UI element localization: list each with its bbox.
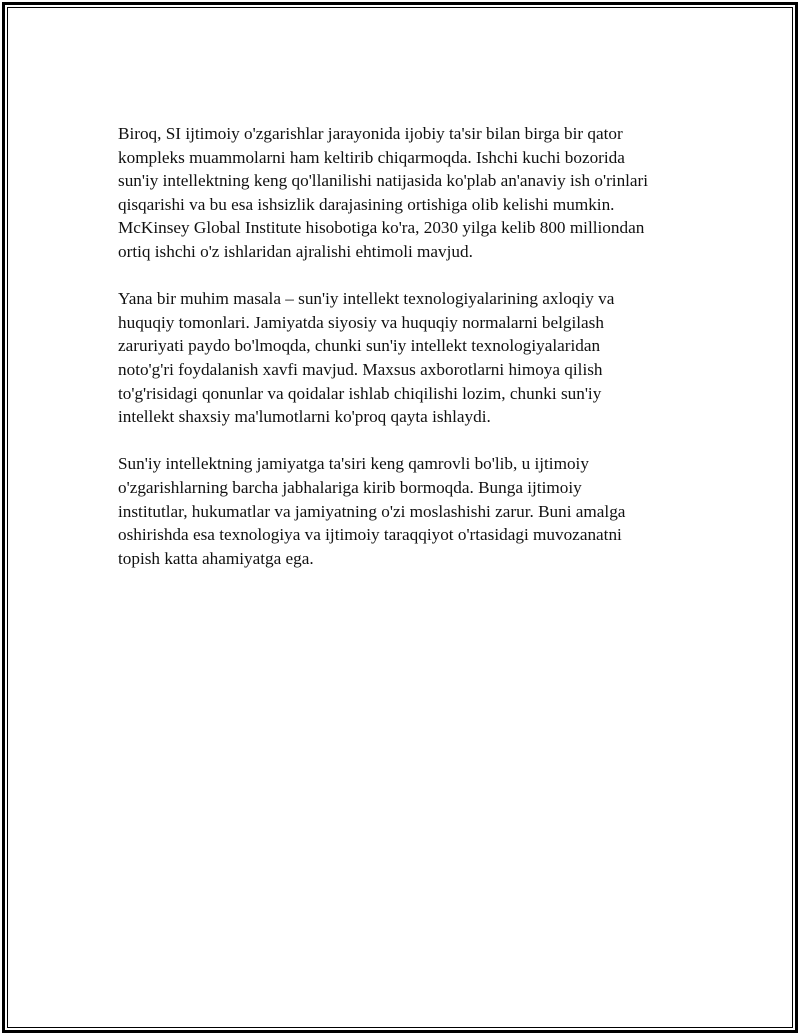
text-line: Sun'iy intellektning jamiyatga ta'siri keng qamrovli bo'lib, u ijtimoiy [118, 454, 589, 474]
text-line: to'g'risidagi qonunlar va qoidalar ishlab chiqilishi lozim, chunki sun'iy [118, 383, 602, 403]
text-line: zaruriyati paydo bo'lmoqda, chunki sun'iy intellekt texnologiyalaridan [118, 336, 601, 356]
text-line: qisqarishi va bu esa ishsizlik darajasining ortishiga olib kelishi mumkin. [118, 194, 615, 214]
paragraph-3 [118, 452, 698, 570]
document-page [2, 2, 798, 1033]
text-line: topish katta ahamiyatga ega. [118, 548, 314, 568]
text-line: oshirishda esa texnologiya va ijtimoiy taraqqiyot o'rtasidagi muvozanatni [118, 525, 622, 545]
text-line: sun'iy intellektning keng qo'llanilishi natijasida ko'plab an'anaviy ish o'rinlari [118, 171, 649, 191]
text-line: ortiq ishchi o'z ishlaridan ajralishi ehtimoli mavjud. [118, 241, 473, 261]
paragraph-1 [118, 122, 698, 264]
text-line: huquqiy tomonlari. Jamiyatda siyosiy va huquqiy normalarni belgilash [118, 312, 604, 332]
paragraph-2 [118, 287, 698, 429]
text-line: Biroq, SI ijtimoiy o'zgarishlar jarayonida ijobiy ta'sir bilan birga bir qator [118, 124, 623, 143]
text-line: noto'g'ri foydalanish xavfi mavjud. Maxsus axborotlarni himoya qilish [118, 359, 603, 379]
text-line: institutlar, hukumatlar va jamiyatning o'zi moslashishi zarur. Buni amalga [118, 501, 626, 521]
document-body [118, 122, 698, 594]
text-line: kompleks muammolarni ham keltirib chiqarmoqda. Ishchi kuchi bozorida [118, 147, 625, 167]
text-line: intellekt shaxsiy ma'lumotlarni ko'proq qayta ishlaydi. [118, 407, 491, 427]
text-line: McKinsey Global Institute hisobotiga ko'ra, 2030 yilga kelib 800 milliondan [118, 218, 645, 238]
text-line: o'zgarishlarning barcha jabhalariga kirib bormoqda. Bunga ijtimoiy [118, 477, 582, 497]
text-line: Yana bir muhim masala – sun'iy intellekt texnologiyalarining axloqiy va [118, 289, 615, 309]
